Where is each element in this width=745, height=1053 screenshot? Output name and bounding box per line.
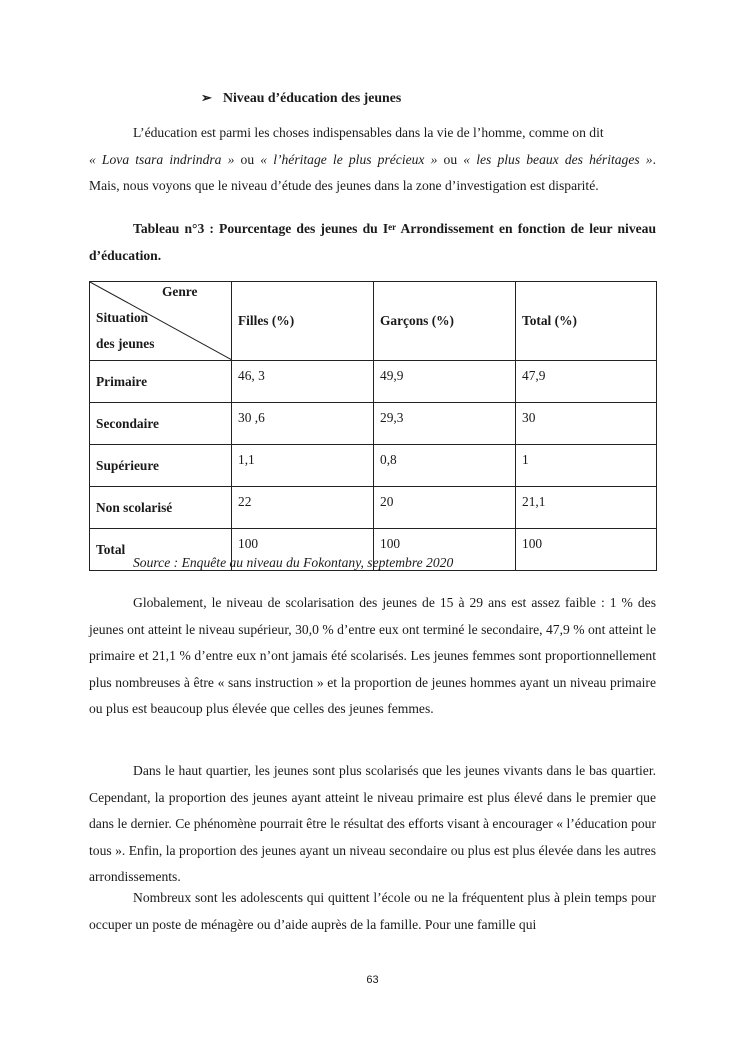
table-cell: 100 [516, 529, 657, 571]
table-row [90, 487, 657, 529]
intro-line3: Mais, nous voyons que le niveau d’étude des jeunes dans la zone d’investigation est disparité. [89, 178, 599, 193]
table-row [90, 403, 657, 445]
corner-genre-label: Genre [162, 284, 198, 299]
table-source-note: Source : Enquête au niveau du Fokontany, septembre 2020 [133, 555, 454, 570]
table-header-row [90, 282, 657, 361]
table-cell: 1 [516, 445, 657, 487]
table-caption: Tableau n°3 : Pourcentage des jeunes du Ier Arrondissement en fonction de leur niveau d’éducation. [89, 221, 657, 263]
table-cell: 100 [232, 529, 374, 571]
row-label: Total [90, 529, 232, 571]
corner-situation-label: Situation [96, 310, 149, 325]
table-cell: 29,3 [374, 403, 516, 445]
table-cell: 1,1 [232, 445, 374, 487]
table-cell: 20 [374, 487, 516, 529]
row-label: Supérieure [90, 445, 232, 487]
table-cell: 0,8 [374, 445, 516, 487]
quote-lova: « Lova tsara indrindra » [89, 151, 235, 167]
page-number: 63 [366, 974, 379, 986]
arrow-bullet-icon: ➢ [201, 90, 212, 105]
section-heading [201, 89, 401, 107]
body-paragraph-2: Dans le haut quartier, les jeunes sont plus scolarisés que les jeunes vivants dans le bas quartier. Cependant, la proportion des jeunes ayant atteint le niveau primaire est plus élevé dans le premier que dans le dernier. Ce phénomène pourrait être le résultat des efforts visant à encourager « l’éducation pour tous ». Enfin, la proportion des jeunes ayant un niveau secondaire ou plus est plus élevée dans les autres arrondissements. [89, 763, 656, 884]
body-paragraph-1: Globalement, le niveau de scolarisation des jeunes de 15 à 29 ans est assez faible : 1 % des jeunes ont atteint le niveau supérieur, 30,0 % d’entre eux ont terminé le secondaire, 47,9 % ont atteint le primaire et 21,1 % d’entre eux n’ont jamais été scolarisés. Les jeunes femmes sont proportionnellement plus nombreuses à être « sans instruction » et la proportion de jeunes hommes ayant un niveau primaire ou plus est beaucoup plus élevée que celles des jeunes femmes. [89, 595, 656, 716]
body-paragraph-3: Nombreux sont les adolescents qui quittent l’école ou ne la fréquentent plus à plein temps pour occuper un poste de ménagère ou d’aide auprès de la famille. Pour une famille qui [89, 890, 656, 932]
quote-beaux: « les plus beaux des héritages » [463, 151, 653, 167]
table-cell: 21,1 [516, 487, 657, 529]
table-cell: 100 [374, 529, 516, 571]
table-cell: 49,9 [374, 361, 516, 403]
row-label: Secondaire [90, 403, 232, 445]
column-header-garcons: Garçons (%) [374, 282, 516, 361]
table-cell: 22 [232, 487, 374, 529]
education-table [89, 281, 657, 571]
table-corner-cell [90, 282, 232, 361]
table-cell: 30 [516, 403, 657, 445]
intro-line2: « Lova tsara indrindra » ou « l’héritage le plus précieux » ou « les plus beaux des héritages ». [89, 151, 657, 167]
intro-paragraph [89, 120, 656, 200]
section-heading-text: Niveau d’éducation des jeunes [223, 90, 402, 105]
table-cell: 47,9 [516, 361, 657, 403]
table-row [90, 445, 657, 487]
row-label: Non scolarisé [90, 487, 232, 529]
intro-line1: L’éducation est parmi les choses indispensables dans la vie de l’homme, comme on dit [133, 125, 604, 140]
column-header-total: Total (%) [516, 282, 657, 361]
column-header-filles: Filles (%) [232, 282, 374, 361]
corner-des-jeunes-label: des jeunes [96, 336, 155, 351]
table-cell: 30 ,6 [232, 403, 374, 445]
table-row [90, 361, 657, 403]
table-cell: 46, 3 [232, 361, 374, 403]
row-label: Primaire [90, 361, 232, 403]
quote-heritage: « l’héritage le plus précieux » [260, 151, 438, 167]
